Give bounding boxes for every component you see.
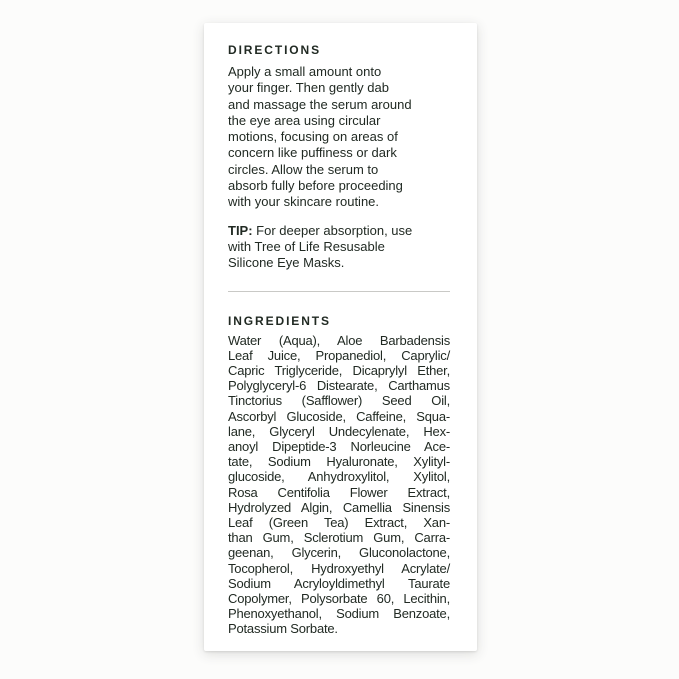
text-line: Leaf (Green Tea) Extract, Xan- xyxy=(228,515,450,530)
packaging-back-panel xyxy=(204,23,477,651)
text-line: Sodium Acryloyldimethyl Taurate xyxy=(228,575,450,591)
text-line: than Gum, Sclerotium Gum, Carra- xyxy=(228,530,450,546)
tip-label: TIP: xyxy=(228,222,253,238)
ingredients-heading: INGREDIENTS xyxy=(228,313,331,328)
text-line: Phenoxyethanol, Sodium Benzoate, xyxy=(228,606,450,622)
text-line: Water (Aqua), Aloe Barbadensis xyxy=(228,332,450,348)
tip-first-line xyxy=(228,223,450,239)
text-line: Tocopherol, Hydroxyethyl Acrylate/ xyxy=(228,560,450,576)
text-line: lane, Glyceryl Undecylenate, Hex- xyxy=(228,423,450,439)
text-line: circles. Allow the serum to xyxy=(228,161,379,177)
text-line: tate, Sodium Hyaluronate, Xylityl- xyxy=(228,454,450,470)
text-line: Polyglyceryl-6 Distearate, Carthamus xyxy=(228,378,450,394)
tip-remaining-lines xyxy=(228,239,450,272)
text-line: Capric Triglyceride, Dicaprylyl Ether, xyxy=(228,362,450,378)
directions-heading: DIRECTIONS xyxy=(228,43,322,57)
text-line: Rosa Centifolia Flower Extract, xyxy=(228,484,450,500)
text-line: Apply a small amount onto xyxy=(228,64,382,79)
text-line: motions, focusing on areas of xyxy=(228,129,398,145)
ingredients-text xyxy=(228,333,450,637)
text-line: Hydrolyzed Algin, Camellia Sinensis xyxy=(228,499,450,515)
text-line: concern like puffiness or dark xyxy=(228,145,397,161)
text-line: absorb fully before proceeding xyxy=(228,178,403,194)
section-divider xyxy=(228,291,450,292)
text-line: Potassium Sorbate. xyxy=(228,621,338,637)
text-line: the eye area using circular xyxy=(228,112,381,128)
text-line: Leaf Juice, Propanediol, Caprylic/ xyxy=(228,347,450,363)
text-line: anoyl Dipeptide-3 Norleucine Ace- xyxy=(228,438,450,454)
text-line: your finger. Then gently dab xyxy=(228,80,389,96)
text-line: with Tree of Life Resusable xyxy=(228,238,385,254)
text-line: geenan, Glycerin, Gluconolactone, xyxy=(228,545,450,561)
tip-first-line-rest: For deeper absorption, use xyxy=(252,222,413,238)
text-line: Copolymer, Polysorbate 60, Lecithin, xyxy=(228,591,450,607)
text-line: and massage the serum around xyxy=(228,96,412,112)
directions-text xyxy=(228,64,450,211)
text-line: Ascorbyl Glucoside, Caffeine, Squa- xyxy=(228,408,450,424)
text-line: with your skincare routine. xyxy=(228,194,380,210)
text-line: glucoside, Anhydroxylitol, Xylitol, xyxy=(228,469,450,485)
text-line: Tinctorius (Safflower) Seed Oil, xyxy=(228,393,450,409)
text-line: Silicone Eye Masks. xyxy=(228,255,345,271)
tip-text xyxy=(228,223,450,272)
